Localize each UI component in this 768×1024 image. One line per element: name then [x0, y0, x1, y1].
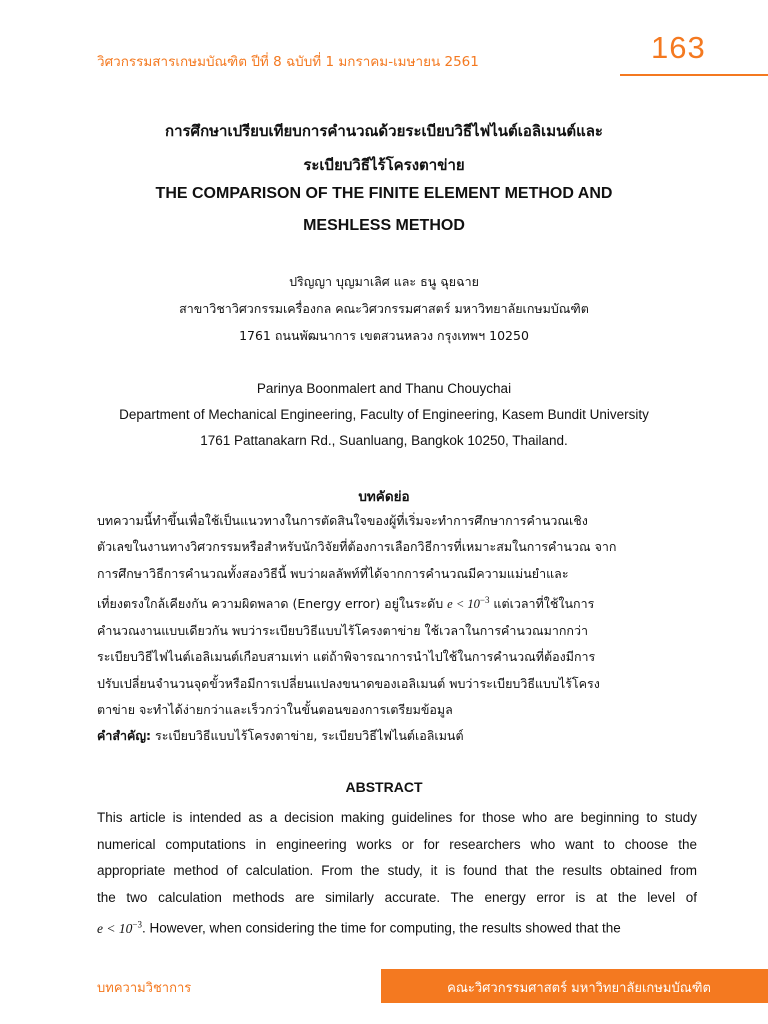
math-exponent: −3	[132, 919, 142, 929]
abstract-thai-text: แต่เวลาที่ใช้ในการ	[489, 596, 595, 612]
abstract-english-line: This article is intended as a decision making guidelines for those who are beginning to study	[97, 810, 697, 825]
abstract-thai-line: การศึกษาวิธีการคำนวณทั้งสองวิธีนี้ พบว่าผลลัพท์ที่ได้จากการคำนวณมีความแม่นยำและ	[97, 565, 569, 581]
keywords-text: ระเบียบวิธีแบบไร้โครงตาข่าย, ระเบียบวิธีไฟไนต์เอลิเมนต์	[151, 728, 464, 744]
abstract-english-line: appropriate method of calculation. From the study, it is found that the results obtained from	[97, 863, 697, 878]
title-english-line-1: THE COMPARISON OF THE FINITE ELEMENT METHOD AND	[155, 185, 613, 202]
page-number: 163	[651, 30, 706, 65]
journal-header: วิศวกรรมสารเกษมบัณฑิต ปีที่ 8 ฉบับที่ 1 มกราคม-เมษายน 2561	[97, 54, 479, 70]
abstract-thai-line: ตัวเลขในงานทางวิศวกรรมหรือสำหรับนักวิจัยที่ต้องการเลือกวิธีการที่เหมาะสมในการคำนวณ จาก	[97, 539, 617, 555]
abstract-english-line-with-math	[97, 911, 697, 942]
faculty-name: คณะวิศวกรรมศาสตร์ มหาวิทยาลัยเกษมบัณฑิต	[447, 981, 711, 996]
affiliation-thai: สาขาวิชาวิศวกรรมเครื่องกล คณะวิศวกรรมศาสตร์ มหาวิทยาลัยเกษมบัณฑิต	[179, 301, 589, 316]
abstract-thai-line-with-math	[97, 587, 697, 618]
header-rule	[620, 74, 768, 76]
authors-english	[0, 376, 768, 454]
abstract-thai-body	[97, 508, 697, 750]
title-english	[0, 178, 768, 242]
abstract-thai-heading: บทคัดย่อ	[358, 489, 410, 505]
abstract-english-text: . However, when considering the time for computing, the results showed that the	[141, 920, 621, 936]
math-variable-e: e	[447, 597, 453, 612]
article-type-label: บทความวิชาการ	[97, 981, 192, 996]
title-english-line-2: MESHLESS METHOD	[303, 217, 465, 234]
energy-error-expression	[447, 597, 489, 611]
abstract-english-body	[97, 805, 697, 942]
keywords-line	[97, 723, 697, 749]
authors-thai	[0, 268, 768, 349]
author-names-thai: ปริญญา บุญมาเลิศ และ ธนู ฉุยฉาย	[289, 274, 479, 289]
energy-error-expression	[97, 921, 142, 936]
abstract-thai-line: ตาข่าย จะทำได้ง่ายกว่าและเร็วกว่าในขั้นตอนของการเตรียมข้อมูล	[97, 702, 453, 717]
author-names-english: Parinya Boonmalert and Thanu Chouychai	[256, 381, 512, 396]
affiliation-english: Department of Mechanical Engineering, Faculty of Engineering, Kasem Bundit University	[119, 407, 649, 422]
abstract-thai-line: ระเบียบวิธีไฟไนต์เอลิเมนต์เกือบสามเท่า แต่ถ้าพิจารณาการนำไปใช้ในการคำนวณที่ต้องมีการ	[97, 649, 596, 665]
keywords-label: คำสำคัญ:	[97, 728, 152, 744]
math-less-than: < 10	[452, 597, 480, 612]
abstract-english-heading: ABSTRACT	[345, 779, 423, 795]
title-thai	[0, 114, 768, 182]
math-less-than: < 10	[103, 920, 133, 936]
abstract-thai-line: ปรับเปลี่ยนจำนวนจุดขั้วหรือมีการเปลี่ยนแปลงขนาดของเอลิเมนต์ พบว่าระเบียบวิธีแบบไร้โครง	[97, 675, 600, 691]
title-thai-line-1: การศึกษาเปรียบเทียบการคำนวณด้วยระเบียบวิธีไฟไนต์เอลิเมนต์และ	[165, 122, 603, 140]
abstract-thai-text: เที่ยงตรงใกล้เคียงกัน ความผิดพลาด (Energy error) อยู่ในระดับ	[97, 596, 444, 612]
address-english: 1761 Pattanakarn Rd., Suanluang, Bangkok 10250, Thailand.	[200, 433, 568, 448]
abstract-thai-line: คำนวณงานแบบเดียวกัน พบว่าระเบียบวิธีแบบไร้โครงตาข่าย ใช้เวลาในการคำนวณมากกว่า	[97, 622, 589, 638]
math-exponent: −3	[479, 595, 490, 606]
math-variable-e: e	[97, 920, 103, 936]
title-thai-line-2: ระเบียบวิธีไร้โครงตาข่าย	[303, 156, 465, 174]
abstract-english-line: numerical computations in engineering works or for researchers who want to choose the	[97, 836, 697, 852]
abstract-thai-line: บทความนี้ทำขึ้นเพื่อใช้เป็นแนวทางในการตัดสินใจของผู้ที่เริ่มจะทำการศึกษาการคำนวณเชิง	[97, 513, 588, 528]
address-thai: 1761 ถนนพัฒนาการ เขตสวนหลวง กรุงเทพฯ 10250	[239, 328, 529, 343]
abstract-english-line: the two calculation methods are similarly accurate. The energy error is at the level of	[97, 889, 697, 905]
